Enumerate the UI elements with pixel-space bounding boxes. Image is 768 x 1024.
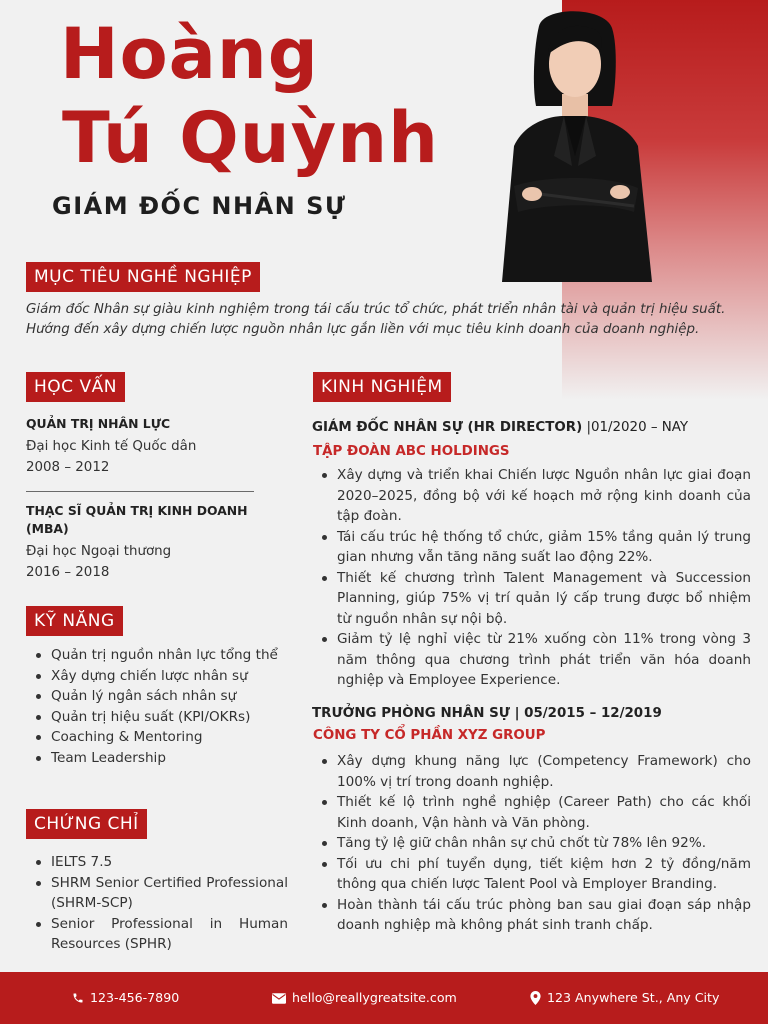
education-degree: QUẢN TRỊ NHÂN LỰC	[26, 416, 171, 431]
job-role: GIÁM ĐỐC NHÂN SỰ (HR DIRECTOR)	[312, 420, 583, 435]
street-address: 123 Anywhere St., Any City	[547, 990, 720, 1005]
education-school: Đại học Kinh tế Quốc dân	[26, 439, 197, 454]
certificate-item: SHRM Senior Certified Professional (SHRM-SCP)	[26, 873, 288, 914]
skill-item: Coaching & Mentoring	[26, 727, 296, 748]
education-years: 2008 – 2012	[26, 460, 110, 475]
skill-item: Team Leadership	[26, 748, 296, 769]
education-years: 2016 – 2018	[26, 565, 110, 580]
job-header	[312, 705, 662, 723]
education-divider	[26, 491, 254, 492]
contact-phone[interactable]	[72, 990, 179, 1006]
education-school: Đại học Ngoại thương	[26, 544, 172, 559]
candidate-name-last: Tú Quỳnh	[62, 97, 439, 179]
profile-photo	[484, 6, 664, 282]
email-address: hello@reallygreatsite.com	[292, 990, 457, 1005]
contact-address[interactable]	[530, 990, 719, 1006]
section-heading-experience: KINH NGHIỆM	[313, 372, 451, 402]
phone-number: 123-456-7890	[90, 990, 180, 1005]
job-period: |01/2020 – NAY	[582, 420, 689, 435]
objective-text: Giám đốc Nhân sự giàu kinh nghiệm trong tái cấu trúc tổ chức, phát triển nhân tài và quản trị hiệu suất. Hướng đến xây dựng chiến lược nguồn nhân lực gắn liền với mục tiêu kinh doanh của doanh nghiệp.	[26, 302, 726, 337]
achievement-item: Hoàn thành tái cấu trúc phòng ban sau giai đoạn sáp nhập doanh nghiệp mà không phát sinh tranh chấp.	[312, 895, 751, 936]
skill-item: Quản trị hiệu suất (KPI/OKRs)	[26, 707, 296, 728]
job-role: TRƯỞNG PHÒNG NHÂN SỰ	[312, 706, 510, 721]
job-header	[312, 419, 688, 437]
job-title: GIÁM ĐỐC NHÂN SỰ	[52, 192, 347, 220]
achievement-item: Tái cấu trúc hệ thống tổ chức, giảm 15% tầng quản lý trung gian nhưng vẫn tăng năng suất lao động 22%.	[312, 527, 751, 568]
job-period: | 05/2015 – 12/2019	[509, 706, 662, 721]
achievement-item: Tối ưu chi phí tuyển dụng, tiết kiệm hơn 2 tỷ đồng/năm thông qua chiến lược Talent Pool và Employer Branding.	[312, 854, 751, 895]
achievement-item: Xây dựng và triển khai Chiến lược Nguồn nhân lực giai đoạn 2020–2025, đồng bộ với kế hoạch mở rộng kinh doanh của tập đoàn.	[312, 465, 751, 527]
education-degree: THẠC SĨ QUẢN TRỊ KINH DOANH (MBA)	[26, 503, 248, 536]
job-achievements	[312, 465, 751, 691]
certificate-item: IELTS 7.5	[26, 852, 288, 873]
candidate-name-first: Hoàng	[60, 13, 319, 95]
location-pin-icon	[530, 991, 541, 1005]
job-company: CÔNG TY CỔ PHẦN XYZ GROUP	[313, 728, 546, 743]
education-item	[26, 502, 254, 583]
mail-icon	[272, 993, 286, 1004]
job-company: TẬP ĐOÀN ABC HOLDINGS	[313, 444, 510, 459]
certificate-item: Senior Professional in Human Resources (SPHR)	[26, 914, 288, 955]
skill-item: Quản trị nguồn nhân lực tổng thể	[26, 645, 296, 666]
section-heading-education: HỌC VẤN	[26, 372, 125, 402]
section-heading-objective: MỤC TIÊU NGHỀ NGHIỆP	[26, 262, 260, 292]
achievement-item: Giảm tỷ lệ nghỉ việc từ 21% xuống còn 11% trong vòng 3 năm thông qua chương trình phát triển văn hóa doanh nghiệp và Employee Experience.	[312, 629, 751, 691]
achievement-item: Xây dựng khung năng lực (Competency Framework) cho 100% vị trí trong doanh nghiệp.	[312, 751, 751, 792]
achievement-item: Tăng tỷ lệ giữ chân nhân sự chủ chốt từ 78% lên 92%.	[312, 833, 751, 854]
certificates-list	[26, 852, 288, 955]
skills-list	[26, 645, 296, 768]
section-heading-skills: KỸ NĂNG	[26, 606, 123, 636]
phone-icon	[72, 992, 84, 1004]
achievement-item: Thiết kế lộ trình nghề nghiệp (Career Path) cho các khối Kinh doanh, Vận hành và Văn phòng.	[312, 792, 751, 833]
contact-email[interactable]	[272, 990, 457, 1006]
skill-item: Quản lý ngân sách nhân sự	[26, 686, 296, 707]
skill-item: Xây dựng chiến lược nhân sự	[26, 666, 296, 687]
job-achievements	[312, 751, 751, 936]
achievement-item: Thiết kế chương trình Talent Management và Succession Planning, giúp 75% vị trí quản lý cấp trung được bổ nhiệm từ nguồn nhân sự nội bộ.	[312, 568, 751, 630]
section-heading-certificates: CHỨNG CHỈ	[26, 809, 147, 839]
education-item	[26, 415, 254, 478]
candidate-name	[60, 12, 439, 180]
contact-footer	[0, 972, 768, 1024]
